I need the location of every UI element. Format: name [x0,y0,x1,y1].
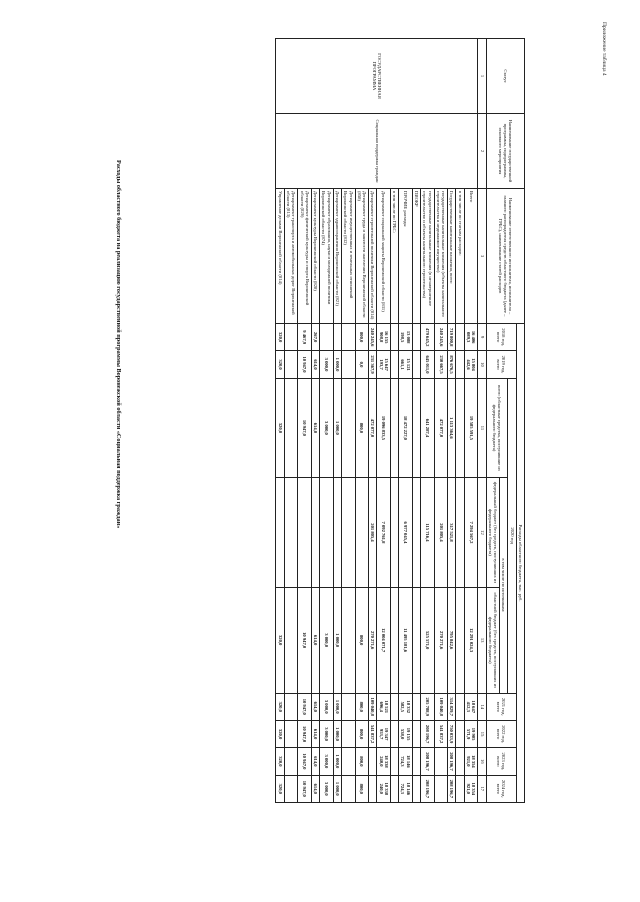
row-label: государственные капитальные вложения (в незавершенное строительство и объекты капитального строительства) [421,189,435,324]
value-cell: 18 354 921,0 [464,748,478,775]
value-cell: 10 947,0 [298,587,312,693]
value-cell: 800,0 [355,748,369,775]
value-cell [333,478,341,588]
value-cell [341,351,355,378]
value-cell [412,693,420,720]
value-cell: 320,0 [276,378,284,477]
value-cell: 15 804 442,6 [464,351,478,378]
value-cell [311,478,319,588]
value-cell [333,324,341,351]
value-cell [341,378,355,477]
value-cell: 16 406 089,3 [464,324,478,351]
value-cell: 10 947,0 [298,351,312,378]
header-2021: 2021 год, всего [486,693,516,720]
value-cell: 11 495 181,6 [399,587,413,693]
row-label: Департамент транспорта и автомобильных дорог Воронежской области (813) [284,189,298,324]
value-cell: 614,0 [311,720,319,747]
value-cell: 614,0 [311,748,319,775]
value-cell: 270 271,6 [434,587,448,693]
value-cell: 1 000,0 [333,587,341,693]
value-cell [456,587,464,693]
value-cell: 795 842,6 [448,587,456,693]
value-cell: 6 977 045,4 [399,478,413,588]
col-num: 10 [478,351,486,378]
value-cell [341,693,355,720]
value-cell [284,378,298,477]
value-cell [456,775,464,802]
expenses-table [275,38,525,803]
value-cell: 614,0 [311,378,319,477]
value-cell: 320,0 [276,775,284,802]
value-cell [456,478,464,588]
value-cell [284,748,298,775]
value-cell [320,324,334,351]
header-2020-all: всего (областные средства, поступившие из федерального бюджета) [486,378,508,477]
header-2020-obl: областной бюджет (без средств, поступивших из федерального бюджета) [486,587,500,693]
value-cell [412,351,420,378]
col-num: 15 [478,720,486,747]
value-cell: 472 077,0 [434,378,448,477]
value-cell: 317 521,8 [448,478,456,588]
value-cell: 267,0 [311,324,319,351]
value-cell: 1 113 364,6 [448,378,456,477]
header-program-name: Наименование государственной программы, подпрограммы, основного мероприятия [486,114,524,189]
value-cell: 614,0 [311,587,319,693]
value-cell: 3 000,0 [320,587,334,693]
value-cell: 479 645,2 [421,324,435,351]
expenses-table-sheet [125,38,525,803]
value-cell [412,775,420,802]
value-cell: 18 146 724,3 [399,748,413,775]
row-label: в том числе по статьям расходов: [456,189,464,324]
value-cell [390,324,398,351]
row-label: Департамент социальной защиты Воронежской области (831) [377,189,391,324]
value-cell: 750 033,9 [448,720,456,747]
row-label: ПИОКР [412,189,420,324]
value-cell [298,478,312,588]
value-cell: 1 000,0 [333,775,341,802]
value-cell [456,748,464,775]
value-cell: 800,0 [355,775,369,802]
value-cell: 320,0 [276,748,284,775]
col-num: 17 [478,775,486,802]
value-cell: 231 367,9 [369,351,377,378]
value-cell: 3 000,0 [320,351,334,378]
value-cell: 541 837,2 [434,720,448,747]
value-cell [341,775,355,802]
value-cell [341,720,355,747]
value-cell: 15 121 661,1 [399,351,413,378]
value-cell: 9 467,9 [298,324,312,351]
value-cell [390,720,398,747]
value-cell [390,478,398,588]
value-cell: 614,0 [311,693,319,720]
header-expenses: Расходы областного бюджета, тыс. руб. [516,324,524,803]
value-cell: 13 088 198,5 [399,324,413,351]
value-cell: 1 000,0 [333,351,341,378]
value-cell: 320,0 [276,587,284,693]
value-cell: 525 571,0 [421,587,435,693]
column-number-row [478,39,486,803]
value-cell [390,587,398,693]
col-num: 16 [478,748,486,775]
value-cell [341,324,355,351]
value-cell: 10 947,0 [298,693,312,720]
value-cell [412,720,420,747]
row-label: Департамент имущественных и земельных отношений Воронежской области (832) [341,189,355,324]
value-cell [456,693,464,720]
value-cell: 1 000,0 [333,693,341,720]
value-cell [390,693,398,720]
header-2022: 2022 год, всего [486,720,516,747]
value-cell [456,378,464,477]
value-cell [320,478,334,588]
value-cell: 7 092 761,8 [377,478,391,588]
row-label: государственные капитальные вложения (объекты капитального строительства и недвижимое имущество) [434,189,448,324]
value-cell: 15 647 193,7 [377,351,391,378]
value-cell [369,748,377,775]
value-cell: 18 338 240,0 [377,748,391,775]
value-cell: 205 788,9 [421,693,435,720]
header-by-sources: в том числе по источникам: [500,478,508,693]
value-cell: 240 245,6 [434,324,448,351]
header-2024: 2024 год, всего [486,775,516,802]
value-cell: 18 472 227,0 [399,378,413,477]
row-label: Департамент культуры Воронежской области (828) [311,189,319,324]
row-label: в том числе по ГРБС: [390,189,398,324]
value-cell: 19 347 953,7 [377,720,391,747]
table-body [276,39,478,803]
value-cell: 0,0 [355,351,369,378]
value-cell: 800,0 [355,587,369,693]
header-2019: 2019 год, всего [486,351,516,378]
value-cell: 614,0 [311,351,319,378]
value-cell: 641 287,4 [421,378,435,477]
value-cell: 18 146 724,3 [399,775,413,802]
col-num: 9 [478,324,486,351]
header-2020: 2020 год [508,378,516,693]
value-cell [456,720,464,747]
value-cell: 18 521 696,4 [377,693,391,720]
value-cell [284,324,298,351]
value-cell: 18 354 921,0 [464,775,478,802]
program-title-cell: Социальная поддержка граждан [276,114,478,189]
row-label: Департамент здравоохранения Воронежской области (821) [333,189,341,324]
value-cell [276,478,284,588]
value-cell [284,478,298,588]
value-cell: 320,0 [276,720,284,747]
value-cell: 230 667,5 [434,351,448,378]
value-cell: 10 947,0 [298,748,312,775]
value-cell [412,378,420,477]
value-cell: 314 829,7 [448,693,456,720]
value-cell: 876 676,5 [448,351,456,378]
appendix-label: Приложение таблица 4 [601,22,607,76]
value-cell: 10 947,0 [298,378,312,477]
value-cell [369,775,377,802]
value-cell: 3 000,0 [320,378,334,477]
status-cell: ГОСУДАРСТВЕННАЯ ПРОГРАММА [276,39,478,114]
value-cell [456,324,464,351]
value-cell [284,720,298,747]
value-cell: 472 077,0 [369,378,377,477]
header-grbs: Наименование ответственного исполнителя, исполнителя – главного распорядителя средств областного бюджета (далее – ГРБС), наименование статей расходов [486,189,524,324]
value-cell: 1 000,0 [333,748,341,775]
header-2018: 2018 год, всего [486,324,516,351]
value-cell: 208 196,7 [448,775,456,802]
value-cell: 800,0 [355,378,369,477]
value-cell: 19 096 833,5 [377,378,391,477]
value-cell: 1 000,0 [333,378,341,477]
value-cell: 109 040,8 [369,693,377,720]
col-num: 3 [478,189,486,324]
row-label: Департамент строительной политики Воронежской области (814) [369,189,377,324]
value-cell: 208 196,7 [421,720,435,747]
value-cell [341,478,355,588]
row-label: Управление делами Воронежской области (814) [276,189,284,324]
value-cell: 800,0 [355,693,369,720]
value-cell [341,748,355,775]
header-2023: 2023 год, всего [486,748,516,775]
value-cell: 10 947,0 [298,775,312,802]
value-cell: 109 040,8 [434,693,448,720]
row-label: Государственные капитальные вложения, всего [448,189,456,324]
value-cell [284,693,298,720]
row-label: Всего [464,189,478,324]
value-cell: 800,0 [355,720,369,747]
value-cell [284,351,298,378]
value-cell: 541 837,2 [369,720,377,747]
value-cell: 320,0 [276,324,284,351]
value-cell [390,378,398,477]
value-cell: 719 800,8 [448,324,456,351]
value-cell: 19 155 538,0 [399,720,413,747]
value-cell [412,587,420,693]
header-status: Статус [486,39,524,114]
col-num: 11 [478,378,486,477]
row-label: Департамент физической культуры и спорта Воронежской области (826) [298,189,312,324]
value-cell: 10 947,0 [298,720,312,747]
value-cell: 201 805,4 [434,478,448,588]
value-cell: 12 004 071,7 [377,587,391,693]
value-cell: 12 291 024,3 [464,587,478,693]
value-cell: 1 000,0 [333,720,341,747]
value-cell: 3 000,0 [320,720,334,747]
value-cell [355,478,369,588]
value-cell: 201 805,4 [369,478,377,588]
col-num: 13 [478,587,486,693]
value-cell [284,775,298,802]
value-cell: 320,0 [276,693,284,720]
value-cell: 208 196,7 [448,748,456,775]
table-row [464,39,478,803]
value-cell: 115 716,4 [421,478,435,588]
row-label: ПРОЧИЕ расходы [399,189,413,324]
value-cell [456,351,464,378]
value-cell: 645 011,0 [421,351,435,378]
value-cell: 19 905 571,9 [464,720,478,747]
value-cell: 18 338 240,0 [377,775,391,802]
value-cell [390,351,398,378]
value-cell: 3 000,0 [320,775,334,802]
value-cell [434,775,448,802]
value-cell [284,587,298,693]
value-cell [412,748,420,775]
value-cell [390,748,398,775]
value-cell [341,587,355,693]
value-cell: 800,0 [355,324,369,351]
col-num: 1 [478,39,486,114]
value-cell: 208 196,7 [421,775,435,802]
value-cell: 19 585 591,5 [464,378,478,477]
value-cell: 16 155 908,8 [377,324,391,351]
value-cell: 320,0 [276,351,284,378]
col-num: 14 [478,693,486,720]
value-cell: 208 196,7 [421,748,435,775]
value-cell: 3 000,0 [320,693,334,720]
value-cell: 18 647 412,3 [464,693,478,720]
value-cell [434,748,448,775]
value-cell [412,324,420,351]
row-label: Департамент труда и занятости населения Воронежской области (858) [355,189,369,324]
row-label: Департамент образования, науки и молодежной политики Воронежской области (874) [320,189,334,324]
col-num: 2 [478,114,486,189]
header-2020-fed: федеральный бюджет (без средств, поступивших из федерального бюджета) [486,478,500,588]
col-num: 12 [478,478,486,588]
value-cell [390,775,398,802]
value-cell: 614,0 [311,775,319,802]
value-cell: 3 000,0 [320,748,334,775]
value-cell: 7 294 567,2 [464,478,478,588]
value-cell: 240 245,6 [369,324,377,351]
value-cell: 270 271,6 [369,587,377,693]
value-cell: 18 332 582,5 [399,693,413,720]
document-title: Расходы областного бюджета на реализацию государственной программы Воронежской области «Социальная поддержка граждан» [115,160,122,529]
value-cell [412,478,420,588]
